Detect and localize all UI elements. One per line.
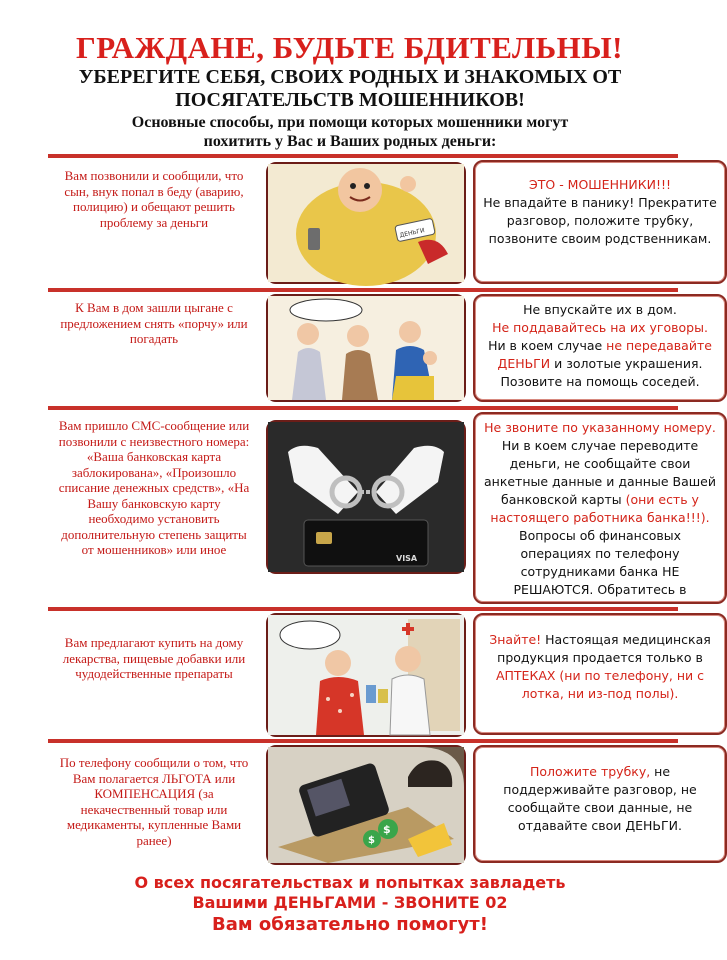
advice-text-red: Знайте!	[489, 632, 542, 647]
advice-box	[473, 160, 727, 284]
advice-line: Не поддавайтесь на их уговоры.	[492, 320, 708, 335]
intro-text	[80, 113, 620, 151]
footer-line-1: О всех посягательствах и попытках завладеть	[134, 873, 566, 892]
advice-text: и золотые украшения. Позовите на помощь соседей.	[500, 356, 703, 389]
separator-band	[48, 406, 678, 410]
subtitle-line-1: УБЕРЕГИТЕ СЕБЯ, СВОИХ РОДНЫХ И ЗНАКОМЫХ ОТ	[78, 66, 622, 88]
subtitle-line-2: ПОСЯГАТЕЛЬСТВ МОШЕННИКОВ!	[175, 89, 525, 111]
scenario-text: Вам позвонили и сообщили, что сын, внук попал в беду (аварию, полицию) и обещают решить проблему за деньги	[64, 168, 244, 230]
svg-text:$: $	[368, 835, 375, 846]
poster-title: ГРАЖДАНЕ, БУДЬТЕ БДИТЕЛЬНЫ!	[75, 30, 624, 65]
scheme-row-sms-bank	[48, 412, 716, 604]
advice-line: Не впускайте их в дом.	[523, 302, 677, 317]
poster-subtitle	[60, 66, 640, 112]
scheme-row-phone-trouble	[48, 160, 717, 284]
card-brand-label: VISA	[396, 554, 418, 563]
advice-paragraph: Вопросы об финансовых операциях по телефону сотрудниками банка НЕ РЕШАЮТСЯ. Обратитесь в	[513, 528, 687, 597]
scenario-text: Вам предлагают купить на дому лекарства, пищевые добавки или чудодейственные препараты	[62, 635, 246, 681]
advice-box	[473, 294, 727, 402]
handcuffed-bank-card-illustration	[266, 420, 466, 574]
advice-box	[473, 613, 727, 735]
scenario-text: По телефону сообщили о том, что Вам полагается ЛЬГОТА или КОМПЕНСАЦИЯ (за некачественный товар или медикаменты, купленные Вами ранее)	[59, 755, 249, 848]
phone-scammer-illustration	[266, 162, 466, 284]
advice-text: Не впадайте в панику! Прекратите разговор, положите трубку, позвоните своим родственникам.	[483, 195, 717, 246]
svg-text:$: $	[383, 823, 391, 836]
scenario-text: К Вам в дом зашли цыгане с предложением снять «порчу» или погадать	[60, 300, 248, 346]
advice-text-red: Положите трубку,	[529, 764, 651, 779]
intro-line-1: Основные способы, при помощи которых мошенники могут	[131, 114, 569, 131]
advice-text: Ни в коем случае переводите деньги, не сообщайте свои анкетные данные и данные Вашей банковской карты	[483, 438, 716, 507]
advice-text: Настоящая медицинская продукция продается только в	[497, 632, 711, 665]
separator-band	[48, 154, 678, 158]
advice-paragraph	[483, 419, 717, 527]
footer-line-2: Вашими ДЕНЬГАМИ - ЗВОНИТЕ 02	[192, 893, 508, 912]
fake-medicine-illustration	[266, 613, 466, 737]
advice-box	[473, 745, 727, 863]
scheme-row-gypsies	[48, 294, 712, 402]
advice-paragraph	[483, 763, 717, 835]
advice-box	[473, 412, 727, 604]
footer-line-3: Вам обязательно помогут!	[212, 914, 488, 935]
advice-line	[483, 337, 717, 391]
advice-text: Ни в коем случае	[488, 338, 607, 353]
advice-text-red: АПТЕКАХ (ни по телефону, ни с лотка, ни из-под полы).	[495, 668, 705, 701]
separator-band	[48, 288, 678, 292]
advice-paragraph	[483, 631, 717, 703]
advice-warning: ЭТО - МОШЕННИКИ!!!	[529, 177, 671, 192]
advice-text-red: не передавайте ДЕНЬГИ	[497, 338, 712, 371]
scheme-row-medicine	[48, 613, 711, 735]
scenario-text: Вам пришло СМС-сообщение или позвонили с неизвестного номера: «Ваша банковская карта заблокирована», «Произошло списание денежных средств», «На Вашу банковскую карту необходимо установить дополнительную степень защиты от мошенников» или иное	[58, 418, 250, 557]
advice-text-red: (они есть у настоящего работника банка!!!).	[490, 492, 710, 525]
intro-line-2: похитить у Вас и Ваших родных деньги:	[203, 133, 497, 150]
separator-band	[48, 739, 678, 743]
scheme-row-compensation	[48, 745, 697, 863]
phone-mousetrap-illustration	[266, 745, 466, 865]
advice-text-red: Не звоните по указанному номеру.	[484, 420, 716, 435]
svg-text:ДЕНЬГИ: ДЕНЬГИ	[399, 227, 426, 240]
gypsy-visit-illustration	[266, 294, 466, 402]
separator-band	[48, 607, 678, 611]
advice-text: не поддерживайте разговор, не сообщайте свои данные, не отдавайте свои ДЕНЬГИ.	[503, 764, 697, 833]
